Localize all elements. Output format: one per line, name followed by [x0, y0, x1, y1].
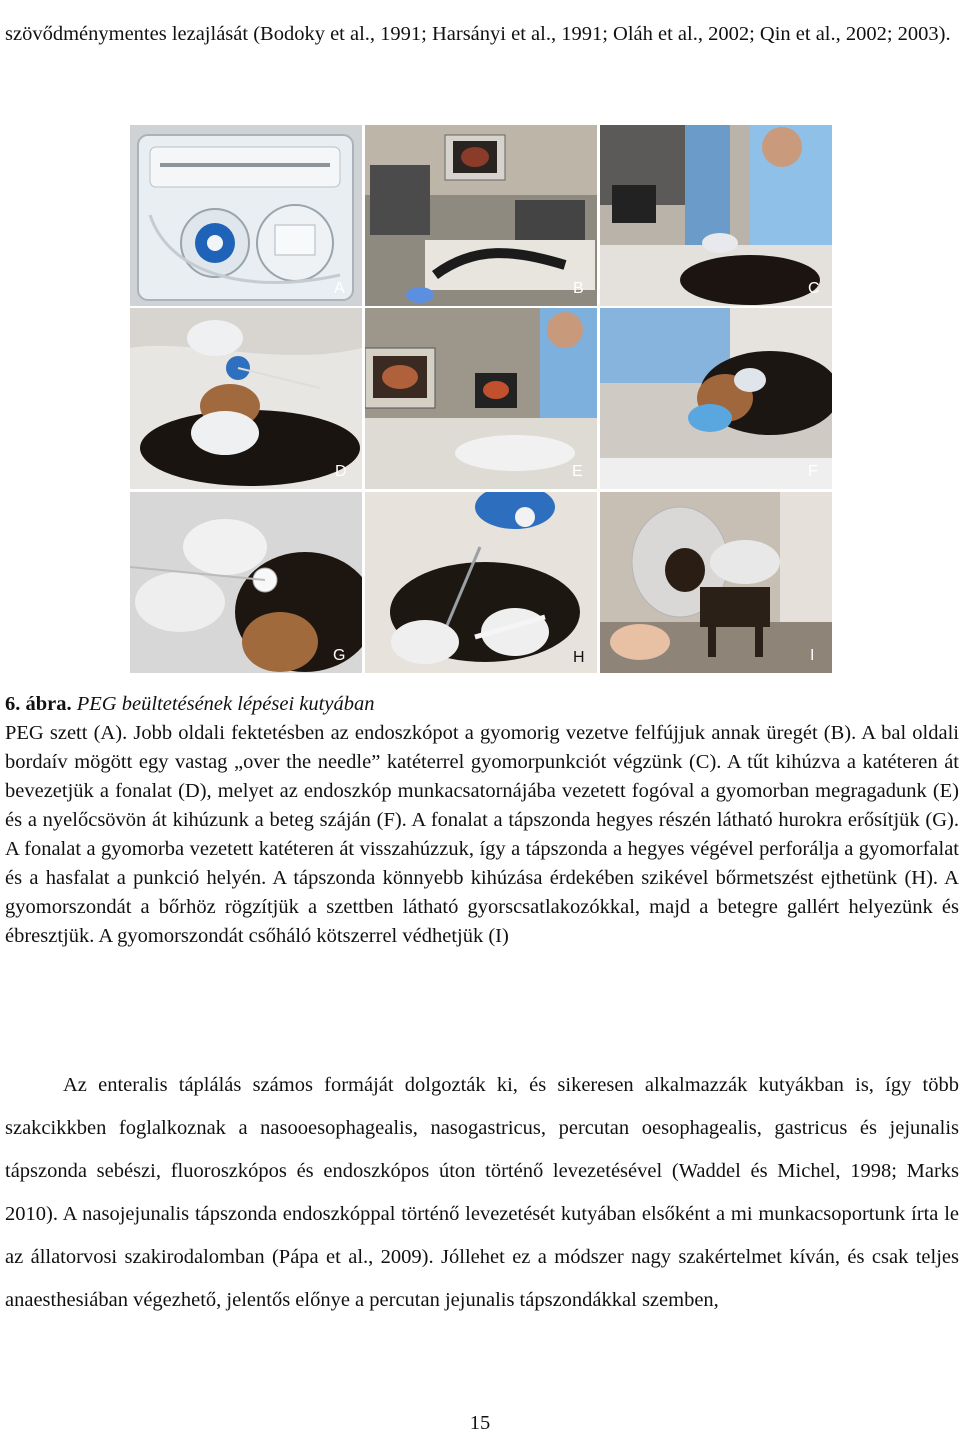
panel-f-label: F	[808, 463, 818, 480]
panel-c	[600, 125, 832, 306]
panel-i-label: I	[810, 647, 815, 664]
panel-d-label: D	[335, 463, 347, 480]
panel-g-label: G	[333, 647, 346, 664]
panel-g	[130, 492, 362, 673]
figure-photo-grid	[130, 125, 833, 678]
panel-a	[130, 125, 362, 306]
figure-title: PEG beültetésének lépései kutyában	[76, 693, 375, 715]
endoscope-monitor-icon	[365, 308, 597, 489]
panel-b	[365, 125, 597, 306]
top-paragraph: szövődménymentes lezajlását (Bodoky et al., 1991; Harsányi et al., 1991; Oláh et al., 2002; Qin et al., 2002; 2003).	[5, 22, 951, 45]
figure-caption	[5, 690, 959, 951]
endoscopy-tower-icon	[365, 125, 597, 306]
caption-text: PEG szett (A). Jobb oldali fektetésben az endoszkópot a gyomorig vezetve felfújjuk annak üregét (B). A bal oldali bordaív mögött egy vastag „over the needle” katéterrel gyomorpunkciót végzünk (C). A tűt kihúzva a katéteren át bevezetjük a fonalat (D), melyet az endoszkóp munkacsatornájába vezetett fogóval a gyomorban megragadunk (E) és a nyelőcsövön át kihúzunk a beteg száján (F). A fonalat a tápszonda hegyes részén látható hurokra erősítjük (G). A fonalat a gyomorba vezetett katéteren át visszahúzzuk, így a tápszonda a hegyes végével perforálja a gyomorfalat és a hasfalat a punkció helyén. A tápszonda könnyebb kihúzása érdekében szikével bőrmetszést ejthetünk (H). A gyomorszondát a bőrhöz rögzítjük a szettben látható gyorscsatlakozókkal, majd a betegre gallért helyezünk és ébresztjük. A gyomorszondát csőháló kötszerrel védhetjük (I)	[5, 722, 959, 947]
thread-insertion-icon	[130, 308, 362, 489]
panel-h	[365, 492, 597, 673]
panel-e	[365, 308, 597, 489]
panel-c-label: C	[808, 280, 820, 297]
dog-with-collar-icon	[600, 492, 832, 673]
page-number: 15	[469, 1412, 491, 1434]
thread-through-mouth-icon	[600, 308, 832, 489]
panel-i	[600, 492, 832, 673]
peg-kit-tray-icon	[130, 125, 362, 306]
panel-d	[130, 308, 362, 489]
panel-b-label: B	[573, 280, 584, 297]
body-paragraph: Az enteralis táplálás számos formáját dolgozták ki, és sikeresen alkalmazzák kutyákban is, így több szakcikkben foglalkoznak a nasooesophagealis, nasogastricus, percutan oesophagealis, gastricus és jejunalis tápszonda sebészi, fluoroszkópos és endoszkópos úton történő levezetésével (Waddel és Michel, 1998; Marks 2010). A nasojejunalis tápszonda endoszkóppal történő levezetését kutyában elsőként a mi munkacsoportunk írta le az állatorvosi szakirodalomban (Pápa et al., 2009). Jóllehet ez a módszer nagy szakértelmet kíván, és csak teljes anaesthesiában végezhető, jelentős előnye a percutan jejunalis tápszondákkal szemben,	[5, 1073, 959, 1311]
panel-f	[600, 308, 832, 489]
panel-e-label: E	[572, 463, 583, 480]
caption-title-line	[5, 690, 959, 719]
figure-number: 6. ábra.	[5, 693, 72, 715]
panel-h-label: H	[573, 649, 585, 666]
tube-loop-fixation-icon	[130, 492, 362, 673]
gastric-puncture-icon	[600, 125, 832, 306]
panel-a-label: A	[334, 280, 345, 297]
scalpel-incision-icon	[365, 492, 597, 673]
